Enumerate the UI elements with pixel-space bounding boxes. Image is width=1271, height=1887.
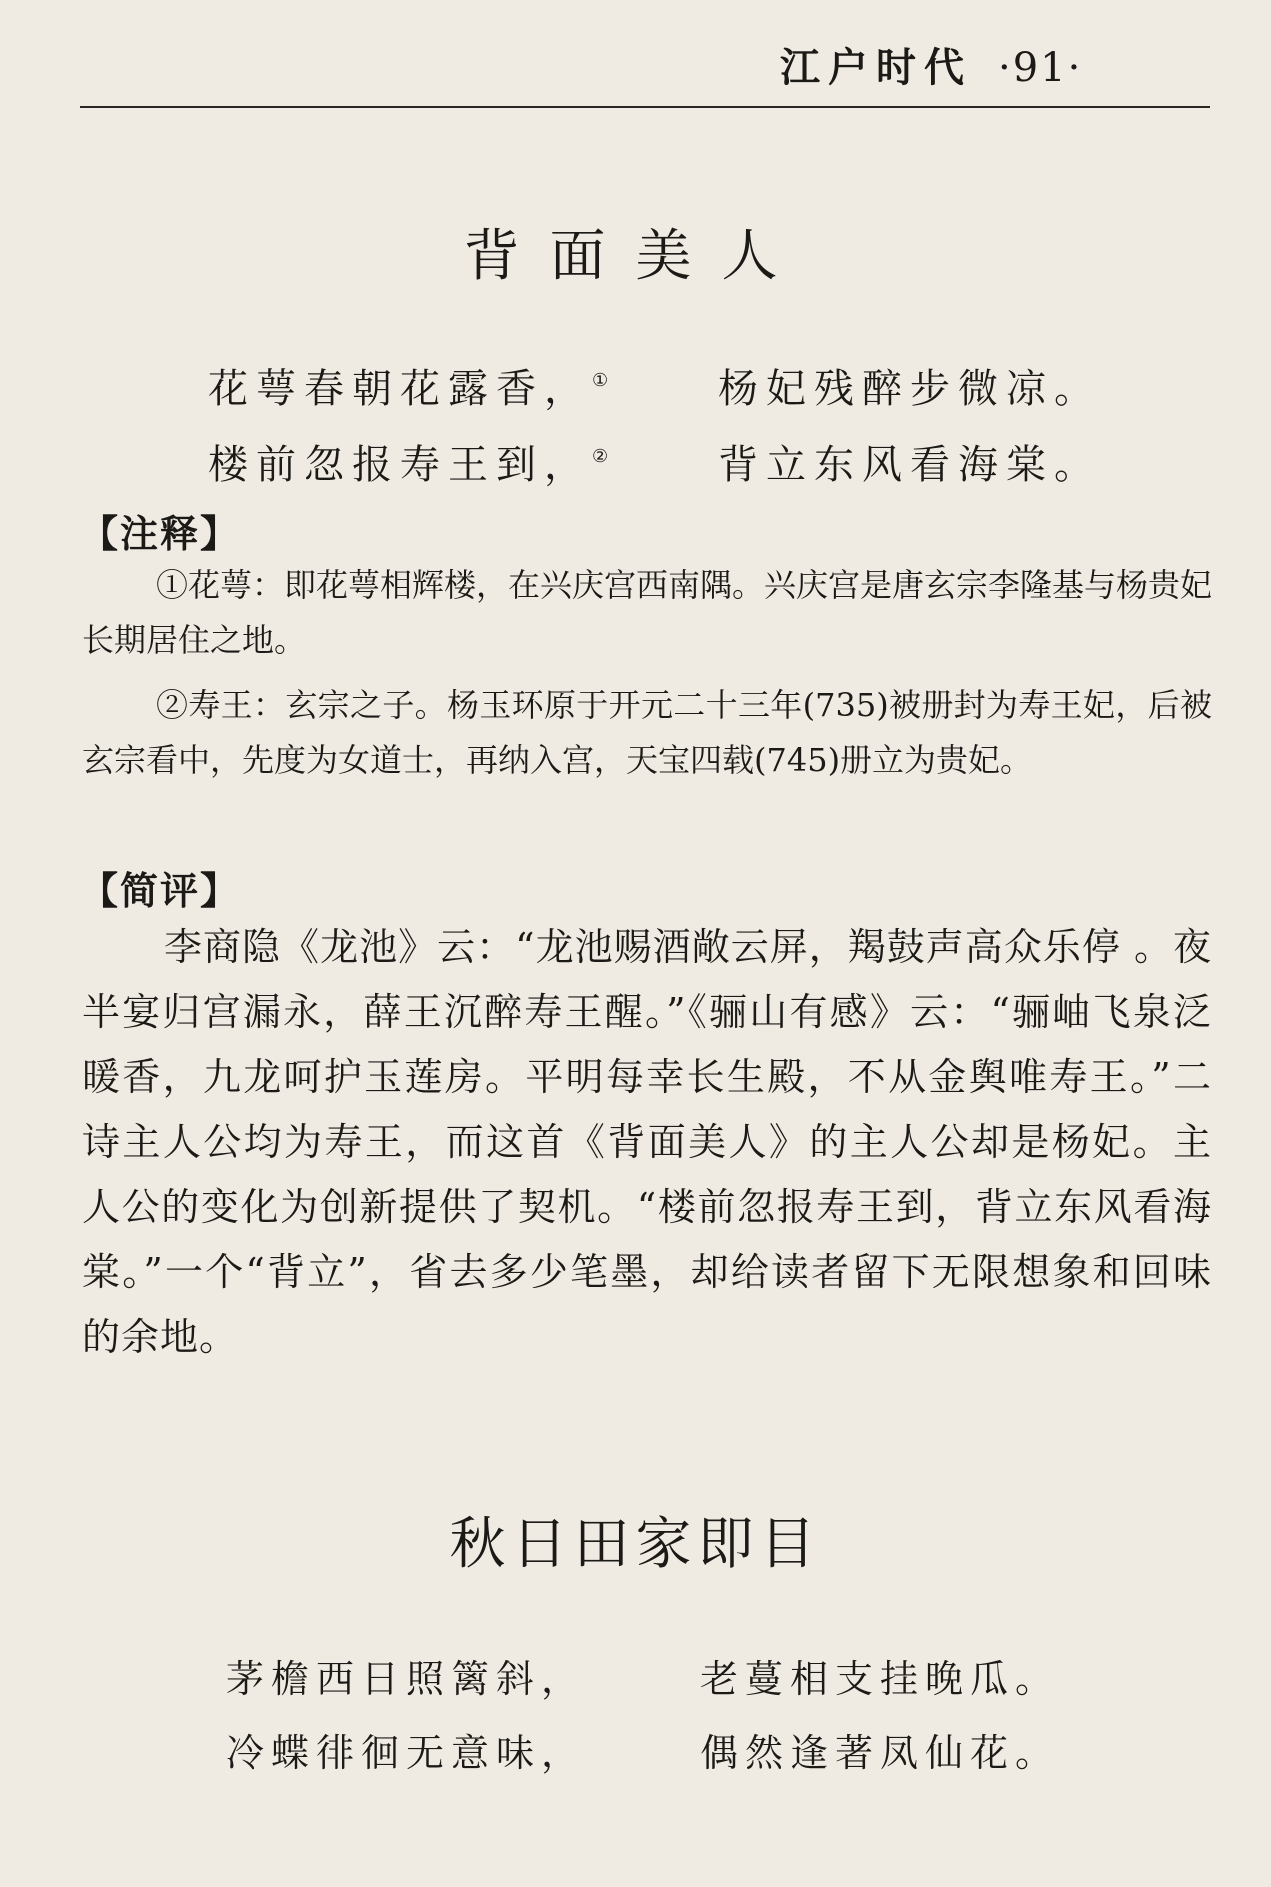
poem1-line2-right: 背立东风看海棠。 (718, 442, 1102, 488)
poem1-line1-left: 花萼春朝花露香，① (208, 366, 609, 412)
poem2-line1-left: 茅檐西日照篱斜， (226, 1657, 587, 1701)
note-item-1: ①花萼：即花萼相辉楼，在兴庆宫西南隅。兴庆宫是唐玄宗李隆基与杨贵妃长期居住之地。 (82, 566, 1213, 659)
running-header (780, 36, 1082, 93)
running-title: 江户时代 (780, 44, 972, 91)
note-marker-1: ① (592, 370, 609, 391)
notes-heading: 【注释】 (80, 511, 241, 556)
commentary-text: 李商隐《龙池》云：“龙池赐酒敞云屏，羯鼓声高众乐停 。夜半宴归宫漏永，薛王沉醉寿王醒。”《骊山有感》云：“骊岫飞泉泛暖香，九龙呵护玉莲房。平明每幸长生殿，不从金舆唯寿王。”二诗主人公均为寿王，而这首《背面美人》的主人公却是杨妃。主人公的变化为创新提供了契机。“楼前忽报寿王到，背立东风看海棠。”一个“背立”，省去多少笔墨，却给读者留下无限想象和回味的余地。 (82, 925, 1212, 1359)
poem1-line1-right: 杨妃残醉步微凉。 (718, 366, 1102, 412)
poem1-title: 背面美人 (463, 224, 808, 289)
header-rule (80, 106, 1210, 108)
note-item-2: ②寿王：玄宗之子。杨玉环原于开元二十三年(735)被册封为寿王妃，后被玄宗看中，先度为女道士，再纳入宫，天宝四载(745)册立为贵妃。 (82, 686, 1212, 779)
commentary-heading: 【简评】 (80, 868, 241, 913)
poem1-line2-left: 楼前忽报寿王到，② (208, 442, 609, 488)
page-number: ·91· (998, 45, 1083, 91)
poem2-line2-right: 偶然逢著凤仙花。 (700, 1731, 1061, 1775)
poem2-title: 秋日田家即目 (449, 1512, 822, 1577)
note-marker-2: ② (592, 446, 609, 467)
poem2-line2-left: 冷蝶徘徊无意味， (226, 1731, 587, 1775)
poem2-line1-right: 老蔓相支挂晚瓜。 (700, 1657, 1061, 1701)
